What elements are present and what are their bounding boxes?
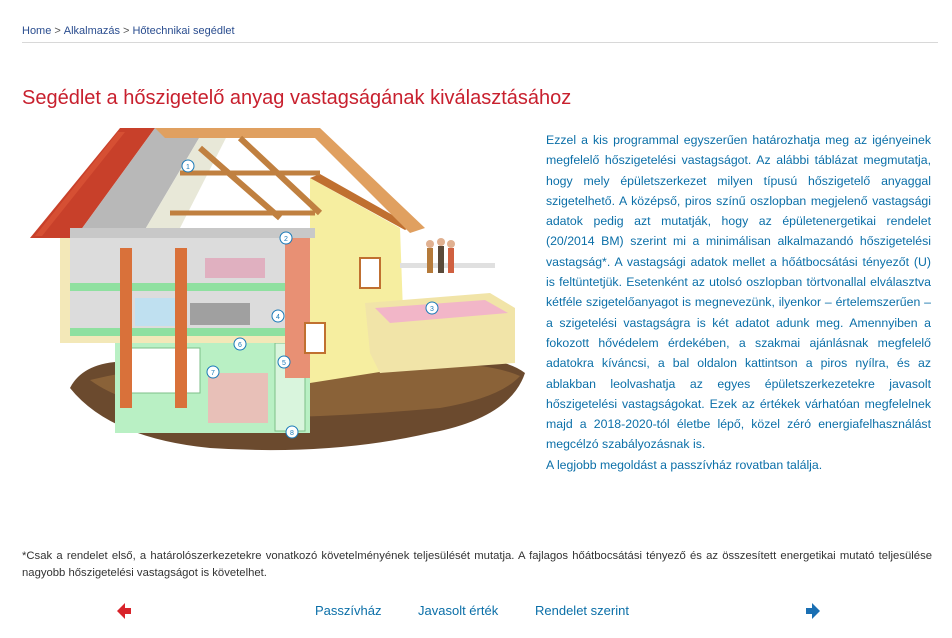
bottom-navigation — [0, 602, 952, 622]
breadcrumb-home[interactable]: Home — [22, 25, 52, 37]
marker-3: 3 — [430, 306, 434, 313]
marker-1: 1 — [186, 164, 190, 171]
footnote: *Csak a rendelet első, a határolószerkezetekre vonatkozó követelményének teljesülését mutatja. A fajlagos hőátbocsátási tényező és az összesített energetikai mutató teljesülése nagyobb hőszigetelési vastagságot is követelhet. — [22, 550, 932, 579]
marker-8: 8 — [290, 430, 294, 437]
marker-6: 6 — [238, 342, 242, 349]
marker-7: 7 — [211, 370, 215, 377]
marker-5: 5 — [282, 360, 286, 367]
arrow-right-icon[interactable] — [806, 602, 820, 620]
house-cutaway-illustration — [30, 118, 530, 456]
description-text — [546, 130, 931, 475]
page-title: Segédlet a hőszigetelő anyag vastagságának kiválasztásához — [22, 87, 572, 110]
header-divider — [22, 42, 938, 43]
description-passive-house-hint: A legjobb megoldást a passzívház rovatban találja. — [546, 457, 823, 472]
breadcrumb-separator: > — [54, 25, 61, 37]
marker-4: 4 — [276, 314, 280, 321]
arrow-left-icon[interactable] — [117, 602, 131, 620]
breadcrumb-current[interactable]: Hőtechnikai segédlet — [132, 25, 235, 37]
breadcrumb-separator: > — [123, 25, 130, 37]
rendelet-szerint-link[interactable]: Rendelet szerint — [535, 603, 629, 618]
marker-2: 2 — [284, 236, 288, 243]
breadcrumb — [22, 25, 235, 37]
description-main: Ezzel a kis programmal egyszerűen határozhatja meg az igényeinek megfelelő hőszigetelési vastagságot. Az alábbi táblázat megmutatja, hogy mely épületszerkezet milyen típusú hőszigetelő anyaggal szigetelhető. A középső, piros színű oszlopban megjelenő vastagsági adatok pedig azt mutatják, hogy az épületenergetikai rendelet (20/2014 BM) szerint mi a minimálisan alkalmazandó hőszigetelési vastagság*. A vastagsági adatok mellet a hőátbocsátási tényezőt (U) is feltüntetjük. Esetenként az utolsó oszlopban törtvonallal elválasztva kétféle szigetelőanyagot is megnevezünk, ilyenkor – értelemszerűen – a szigetelési vastagságra is két adatot adunk meg. Amennyiben a fokozott hővédelem érdekében, a szakmai ajánlásnak megfelelő adatokra kíváncsi, a bal oldalon kattintson a piros nyílra, és az ablakban leolvashatja az egyes épületszerkezetekre javasolt hőszigetelési vastagságokat. Ezek az értékek várhatóan megfelelnek majd a 2018-2020-tól életbe lépő, közel zéró energiafelhasználást megcélzó szabályozásnak is. — [546, 133, 931, 452]
passzivhaz-link[interactable]: Passzívház — [315, 603, 382, 618]
javasolt-ertek-link[interactable]: Javasolt érték — [418, 603, 499, 618]
breadcrumb-alkalmazas[interactable]: Alkalmazás — [63, 25, 121, 37]
